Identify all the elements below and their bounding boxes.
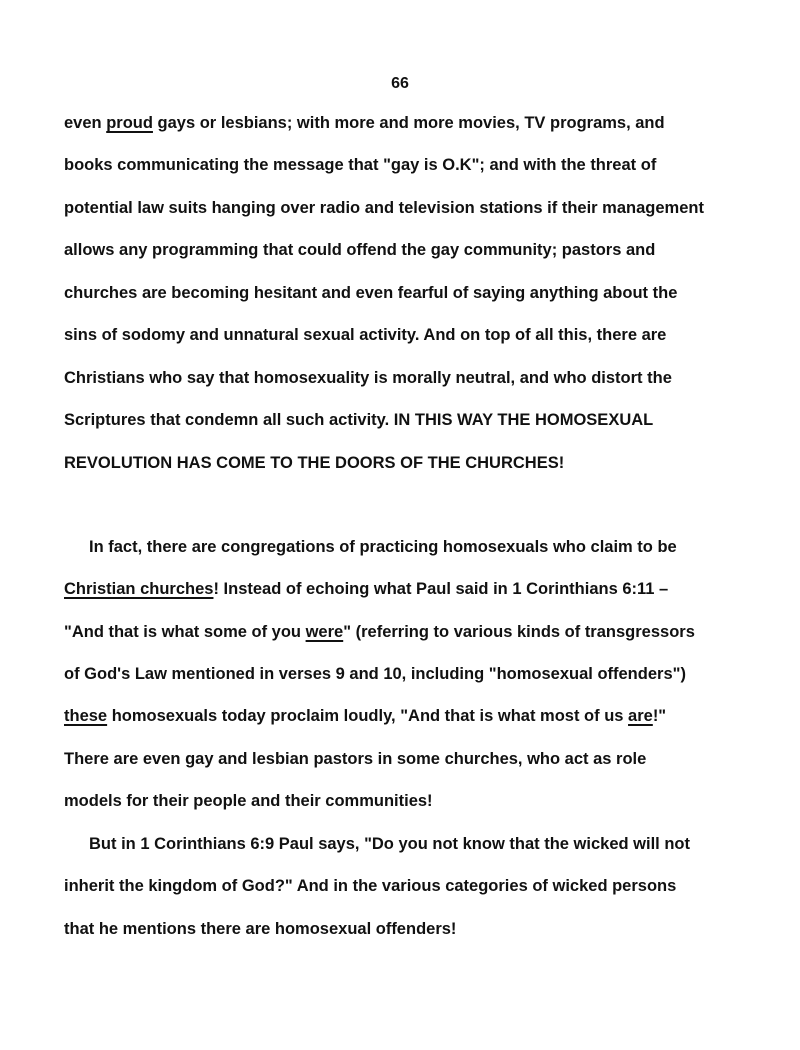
underlined-text: were (305, 623, 344, 641)
text-line (64, 156, 656, 175)
page-number: 66 (391, 75, 409, 92)
text-span: Scriptures that condemn all such activity. IN THIS WAY THE HOMOSEXUAL (64, 411, 654, 429)
text-line (89, 538, 677, 557)
text-span: " (referring to various kinds of transgressors (343, 623, 695, 641)
text-line (64, 326, 666, 345)
text-span: ! Instead of echoing what Paul said in 1 Corinthians 6:11 – (213, 580, 669, 598)
text-span: sins of sodomy and unnatural sexual activity. And on top of all this, there are (64, 326, 667, 344)
text-line (64, 454, 564, 473)
text-line (64, 877, 676, 896)
text-line (89, 835, 690, 854)
text-line (64, 199, 704, 218)
text-span: !" (652, 707, 667, 725)
text-span: potential law suits hanging over radio and television stations if their management (64, 199, 704, 217)
underlined-text: Christian churches (64, 580, 214, 598)
text-span: But in 1 Corinthians 6:9 Paul says, "Do you not know that the wicked will not (89, 835, 690, 853)
text-line (64, 792, 433, 811)
text-span: models for their people and their communities! (64, 792, 433, 810)
text-span: There are even gay and lesbian pastors in some churches, who act as role (64, 750, 647, 768)
underlined-text: are (628, 707, 653, 725)
text-span: "And that is what some of you (64, 623, 306, 641)
text-line (64, 623, 695, 642)
underlined-text: these (64, 707, 108, 725)
text-line (64, 114, 665, 133)
text-span: books communicating the message that "gay is O.K"; and with the threat of (64, 156, 657, 174)
text-span: homosexuals today proclaim loudly, "And that is what most of us (107, 707, 629, 725)
text-span: inherit the kingdom of God?" And in the various categories of wicked persons (64, 877, 677, 895)
text-span: Christians who say that homosexuality is morally neutral, and who distort the (64, 369, 672, 387)
text-line (64, 750, 646, 769)
text-span: that he mentions there are homosexual offenders! (64, 920, 457, 938)
text-line (64, 665, 686, 684)
text-line (64, 707, 666, 726)
text-span: In fact, there are congregations of practicing homosexuals who claim to be (89, 538, 677, 556)
text-line (64, 580, 668, 599)
text-span: gays or lesbians; with more and more movies, TV programs, and (152, 114, 665, 132)
text-span: churches are becoming hesitant and even fearful of saying anything about the (64, 284, 678, 302)
text-line (64, 241, 655, 260)
text-line (64, 284, 677, 303)
text-line (64, 920, 456, 939)
underlined-text: proud (106, 114, 153, 132)
text-span: even (64, 114, 107, 132)
text-line (64, 369, 672, 388)
text-span: of God's Law mentioned in verses 9 and 10, including "homosexual offenders") (64, 665, 686, 683)
text-line (64, 411, 653, 430)
text-span: REVOLUTION HAS COME TO THE DOORS OF THE CHURCHES! (64, 454, 565, 472)
text-span: allows any programming that could offend the gay community; pastors and (64, 241, 656, 259)
